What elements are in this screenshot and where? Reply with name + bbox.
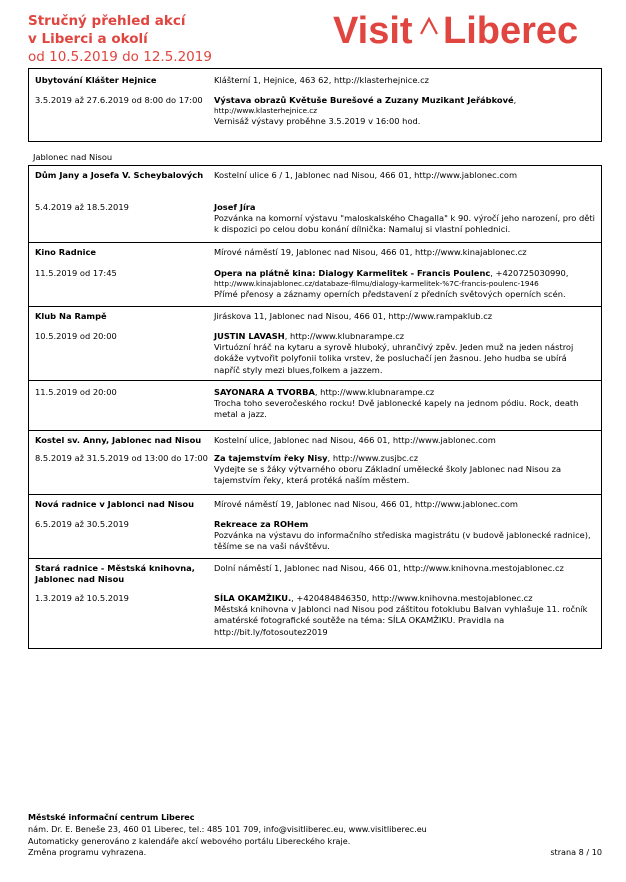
event-description: Vydejte se s žáky výtvarného oboru Základní umělecké školy Jablonec nad Nisou za tajemstvím řeky, která protéká naším městem. bbox=[214, 464, 562, 486]
footer-org: Městské informační centrum Liberec bbox=[28, 812, 195, 822]
venue-block bbox=[29, 558, 601, 648]
title-line-1: Stručný přehled akcí bbox=[28, 13, 186, 29]
event-description: Trocha toho severočeského rocku! Dvě jablonecké kapely na jednom pódiu. Rock, death metal a jazz. bbox=[214, 398, 579, 420]
footer-note: Automaticky generováno z kalendáře akcí webového portálu Libereckého kraje. bbox=[28, 835, 351, 846]
event-description: Pozvánka na výstavu do informačního střediska magistrátu (v budově jablonecké radnice), těšíme se na vaši návštěvu. bbox=[214, 530, 591, 552]
venue-box-jablonec bbox=[28, 165, 602, 649]
event-description: Vernisáž výstavy proběhne 3.5.2019 v 16:00 hod. bbox=[214, 116, 421, 127]
event-date: 6.5.2019 až 30.5.2019 bbox=[35, 519, 129, 529]
venue-name: Stará radnice - Městská knihovna, Jablonec nad Nisou bbox=[35, 563, 195, 585]
event-title: Za tajemstvím řeky Nisy bbox=[214, 453, 328, 463]
event-date: 11.5.2019 od 17:45 bbox=[35, 268, 117, 278]
venue-block bbox=[29, 166, 601, 242]
event-date: 5.4.2019 až 18.5.2019 bbox=[35, 202, 129, 212]
venue-address: Dolní náměstí 1, Jablonec nad Nisou, 466 01, http://www.knihovna.mestojablonec.cz bbox=[214, 563, 564, 573]
venue-name: Kostel sv. Anny, Jablonec nad Nisou bbox=[35, 435, 202, 445]
event-contact: , http://www.klubnarampe.cz bbox=[314, 387, 435, 397]
venue-block bbox=[29, 306, 601, 380]
event-title: Rekreace za ROHem bbox=[214, 519, 309, 529]
event-url: http://www.kinajablonec.cz/databaze-filmu/dialogy-karmelitek-%7C-francis-poulenc-1946 bbox=[214, 279, 539, 289]
event-title: Opera na plátně kina: Dialogy Karmelitek - Francis Poulenc bbox=[214, 268, 491, 278]
venue-name: Ubytování Klášter Hejnice bbox=[35, 75, 157, 85]
venue-address: Jiráskova 11, Jablonec nad Nisou, 466 01, http://www.rampaklub.cz bbox=[214, 311, 493, 321]
title-line-3: od 10.5.2019 do 12.5.2019 bbox=[28, 49, 212, 65]
venue-block bbox=[29, 380, 601, 430]
logo-liberec-text: Liberec bbox=[443, 10, 579, 50]
venue-name: Kino Radnice bbox=[35, 247, 96, 257]
event-title-suffix: , bbox=[513, 95, 517, 105]
event-date: 8.5.2019 až 31.5.2019 od 13:00 do 17:00 bbox=[35, 453, 208, 463]
venue-address: Kostelní ulice 6 / 1, Jablonec nad Nisou, 466 01, http://www.jablonec.com bbox=[214, 170, 518, 180]
visit-liberec-logo bbox=[333, 10, 603, 50]
footer-disclaimer: Změna programu vyhrazena. bbox=[28, 847, 147, 858]
event-title: SÍLA OKAMŽIKU. bbox=[214, 593, 292, 603]
event-description: Přímé přenosy a záznamy operních představení z předních světových operních scén. bbox=[214, 289, 566, 300]
event-title: SAYONARA A TVORBA bbox=[214, 387, 315, 397]
event-date: 11.5.2019 od 20:00 bbox=[35, 387, 117, 397]
venue-block bbox=[29, 494, 601, 558]
venue-address: Mírové náměstí 19, Jablonec nad Nisou, 466 01, http://www.jablonec.com bbox=[214, 499, 519, 509]
event-url: http://www.klasterhejnice.cz bbox=[214, 106, 318, 116]
document-title bbox=[28, 12, 212, 66]
event-date: 10.5.2019 od 20:00 bbox=[35, 331, 117, 341]
event-description: Virtuózní hráč na kytaru a syrově hluboký, uhrančivý zpěv. Jeden muž na jeden nástroj dokáže vytvořit polyfonii tolika vrstev, že posluchačí jen žasnou. Jeho hudba se ubírá napříč styly mezi blues,folkem a jazzem. bbox=[214, 342, 574, 375]
page-number: strana 8 / 10 bbox=[550, 847, 602, 858]
event-date: 3.5.2019 až 27.6.2019 od 8:00 do 17:00 bbox=[35, 95, 203, 105]
event-title: Josef Jíra bbox=[214, 202, 256, 212]
event-title: JUSTIN LAVASH bbox=[214, 331, 285, 341]
venue-block bbox=[29, 242, 601, 306]
venue-name: Dům Jany a Josefa V. Scheybalových bbox=[35, 170, 204, 180]
venue-name: Klub Na Rampě bbox=[35, 311, 107, 321]
logo-caret-icon bbox=[421, 19, 437, 34]
event-title: Výstava obrazů Květuše Burešové a Zuzany Muzikant Jeřábkové bbox=[214, 95, 514, 105]
event-description: Městská knihovna v Jablonci nad Nisou pod záštitou fotoklubu Balvan vyhlašuje 11. ročník amatérské fotografické soutěže na téma: SÍLA OKAMŽIKU. Pravidla na http://bit.ly/fotosoutez2019 bbox=[214, 604, 588, 637]
title-line-2: v Liberci a okolí bbox=[28, 31, 148, 47]
city-heading: Jablonec nad Nisou bbox=[33, 152, 113, 162]
event-contact: , http://www.zusjbc.cz bbox=[327, 453, 419, 463]
venue-block bbox=[29, 430, 601, 494]
logo-visit-text: Visit bbox=[333, 10, 413, 50]
event-contact: , http://www.klubnarampe.cz bbox=[284, 331, 405, 341]
venue-name: Nová radnice v Jablonci nad Nisou bbox=[35, 499, 195, 509]
venue-block bbox=[29, 69, 601, 141]
venue-address: Mírové náměstí 19, Jablonec nad Nisou, 466 01, http://www.kinajablonec.cz bbox=[214, 247, 527, 257]
venue-address: Kostelní ulice, Jablonec nad Nisou, 466 01, http://www.jablonec.com bbox=[214, 435, 496, 445]
event-contact: , +420725030990, bbox=[490, 268, 569, 278]
event-date: 1.3.2019 až 10.5.2019 bbox=[35, 593, 129, 603]
event-description: Pozvánka na komorní výstavu "maloskalského Chagalla" k 90. výročí jeho narození, pro děti k dispozici po celou dobu konání dílnička: Namaluj si vlastní pohlednici. bbox=[214, 213, 595, 235]
footer-contact: nám. Dr. E. Beneše 23, 460 01 Liberec, tel.: 485 101 709, info@visitliberec.eu, www.visitliberec.eu bbox=[28, 823, 427, 834]
venue-address: Klášterní 1, Hejnice, 463 62, http://klasterhejnice.cz bbox=[214, 75, 429, 85]
event-contact: , +420484846350, http://www.knihovna.mestojablonec.cz bbox=[291, 593, 533, 603]
page-footer bbox=[28, 812, 602, 859]
venue-box-hejnice bbox=[28, 68, 602, 142]
